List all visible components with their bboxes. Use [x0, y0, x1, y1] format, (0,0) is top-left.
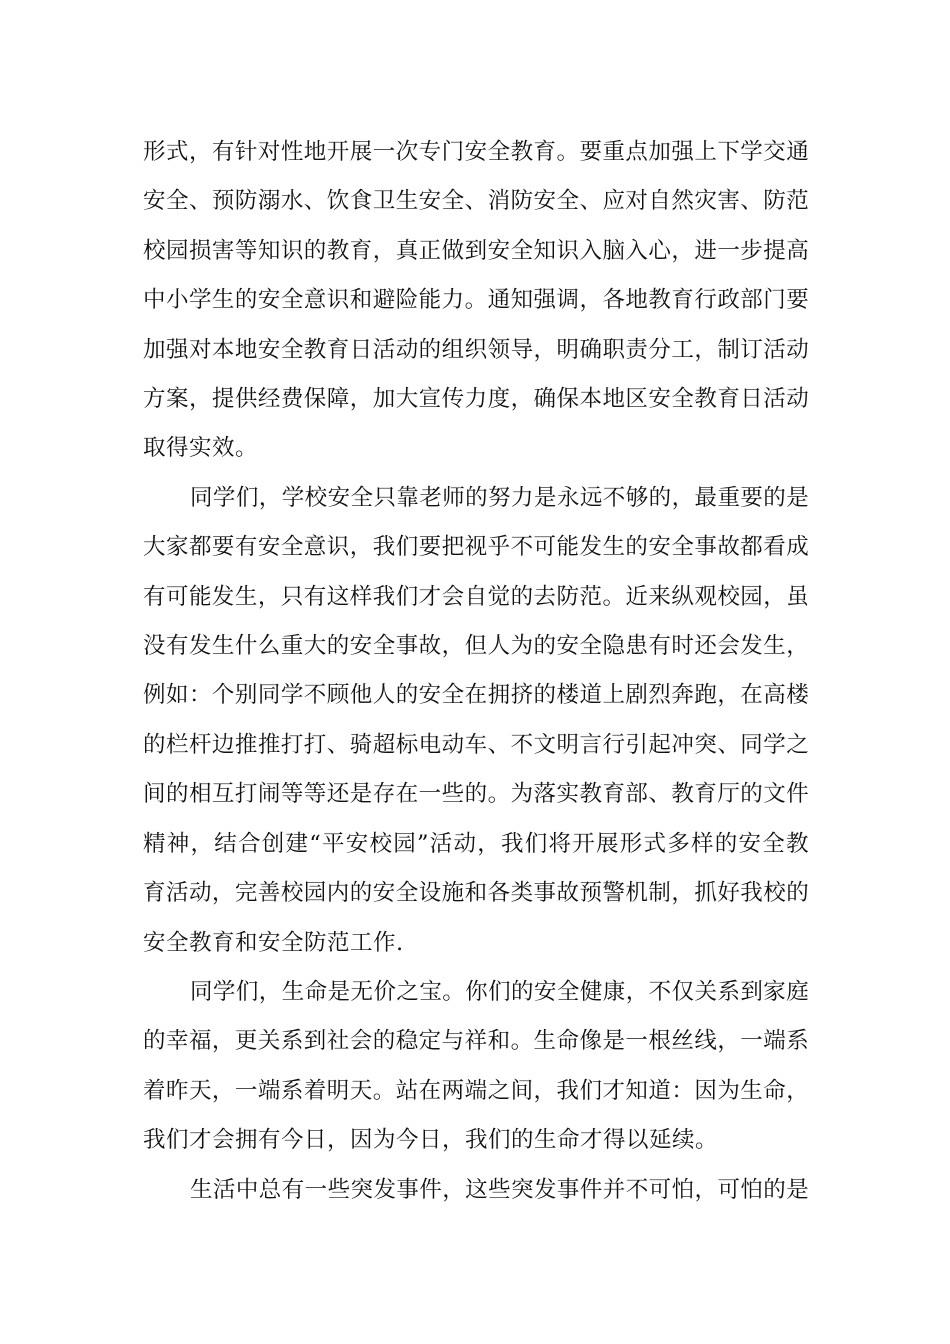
paragraph-2	[143, 474, 809, 968]
text-line: 大家都要有安全意识，我们要把视乎不可能发生的安全事故都看成	[143, 534, 809, 561]
text-line: 安全、预防溺水、饮食卫生安全、消防安全、应对自然灾害、防范	[143, 188, 809, 215]
text-line: 例如：个别同学不顾他人的安全在拥挤的楼道上剧烈奔跑，在高楼	[143, 682, 809, 709]
text-line: 同学们，生命是无价之宝。你们的安全健康，不仅关系到家庭	[190, 978, 809, 1005]
text-line: 的幸福，更关系到社会的稳定与祥和。生命像是一根丝线，一端系	[143, 1028, 809, 1055]
text-line: 我们才会拥有今日，因为今日，我们的生命才得以延续。	[143, 1127, 719, 1154]
text-line: 加强对本地安全教育日活动的组织领导，明确职责分工，制订活动	[143, 336, 809, 363]
text-line: 没有发生什么重大的安全事故，但人为的安全隐患有时还会发生，	[143, 633, 809, 660]
paragraph-1	[143, 128, 809, 474]
paragraph-4	[143, 1166, 809, 1215]
text-line: 形式，有针对性地开展一次专门安全教育。要重点加强上下学交通	[143, 139, 809, 165]
text-line: 取得实效。	[143, 435, 259, 462]
paragraph-3	[143, 968, 809, 1166]
text-line: 精神，结合创建“平安校园”活动，我们将开展形式多样的安全教	[143, 830, 809, 857]
text-line: 方案，提供经费保障，加大宣传力度，确保本地区安全教育日活动	[143, 386, 809, 413]
text-line: 间的相互打闹等等还是存在一些的。为落实教育部、教育厅的文件	[143, 781, 809, 808]
text-line: 有可能发生，只有这样我们才会自觉的去防范。近来纵观校园，虽	[143, 583, 809, 610]
text-line: 同学们，学校安全只靠老师的努力是永远不够的，最重要的是	[190, 484, 809, 511]
text-line: 安全教育和安全防范工作.	[143, 929, 404, 956]
text-line: 中小学生的安全意识和避险能力。通知强调，各地教育行政部门要	[143, 287, 809, 314]
text-line: 的栏杆边推推打打、骑超标电动车、不文明言行引起冲突、同学之	[143, 731, 809, 758]
text-line: 着昨天，一端系着明天。站在两端之间，我们才知道：因为生命，	[143, 1077, 809, 1104]
text-line: 育活动，完善校园内的安全设施和各类事故预警机制，抓好我校的	[143, 880, 809, 907]
text-line: 生活中总有一些突发事件，这些突发事件并不可怕，可怕的是	[190, 1176, 809, 1203]
text-line: 校园损害等知识的教育，真正做到安全知识入脑入心，进一步提高	[143, 237, 809, 264]
document-body	[143, 128, 809, 1215]
